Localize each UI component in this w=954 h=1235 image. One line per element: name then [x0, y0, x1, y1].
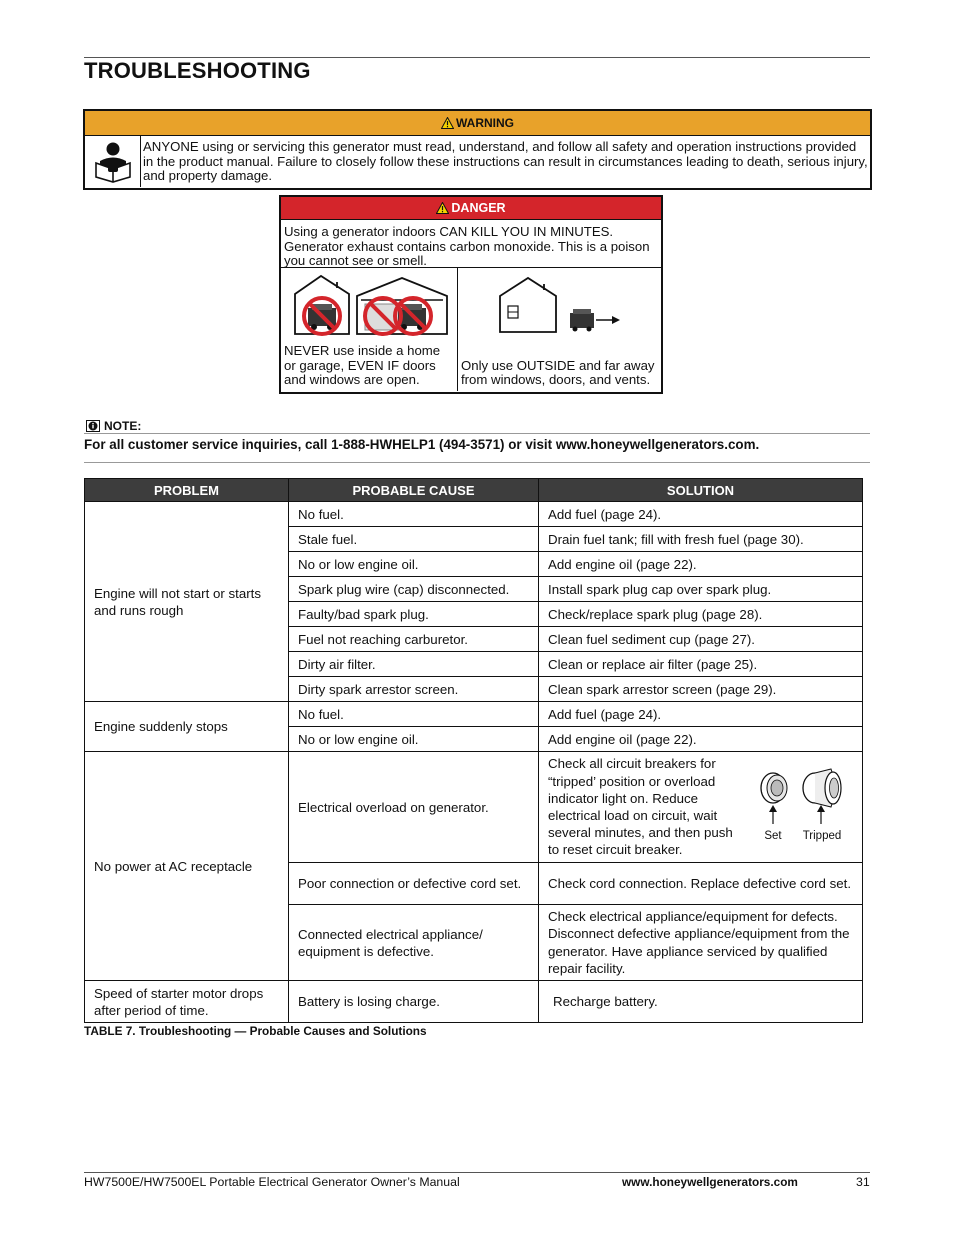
warning-text: ANYONE using or servicing this generator must read, understand, and follow all safety and operation instructions provided in the product manual. Failure to closely follow these instructions can result in circumstances leading to death, serious injury, and property damage.	[143, 139, 868, 183]
breaker-set-label: Set	[764, 829, 782, 842]
solution-cell: Clean fuel sediment cup (page 27).	[539, 627, 863, 652]
footer-website: www.honeywellgenerators.com	[622, 1175, 798, 1189]
outdoor-generator-icon	[458, 270, 658, 342]
solution-cell: Add engine oil (page 22).	[539, 727, 863, 752]
header-problem: PROBLEM	[85, 479, 289, 502]
note-label: NOTE:	[104, 419, 142, 433]
table-header-row	[85, 479, 863, 502]
troubleshooting-table	[84, 478, 863, 1023]
warning-header	[85, 111, 870, 136]
danger-never-cell	[281, 268, 458, 391]
page-title: TROUBLESHOOTING	[84, 58, 311, 83]
table-caption: TABLE 7. Troubleshooting — Probable Causes and Solutions	[84, 1024, 427, 1038]
danger-text: Using a generator indoors CAN KILL YOU IN MINUTES. Generator exhaust contains carbon monoxide. This is a poison you cannot see or smell.	[281, 220, 661, 268]
solution-cell: Check electrical appliance/equipment for defects. Disconnect defective appliance/equipment from the generator. Have appliance serviced by qualified repair facility.	[539, 905, 863, 981]
cause-cell: No or low engine oil.	[289, 727, 539, 752]
breaker-solution-text: Check all circuit breakers for “tripped’ position or overload indicator light on. Reduce electrical load on circuit, wait several minutes, and then push to reset circuit breaker.	[548, 756, 733, 858]
danger-header	[281, 197, 661, 220]
solution-cell: Check/replace spark plug (page 28).	[539, 602, 863, 627]
circuit-breaker-icon	[751, 766, 851, 844]
cause-cell: Fuel not reaching carburetor.	[289, 627, 539, 652]
table-row	[85, 702, 863, 727]
cause-cell: Connected electrical appliance/ equipment is defective.	[289, 905, 539, 981]
danger-outside-caption: Only use OUTSIDE and far away from windows, doors, and vents.	[461, 357, 655, 387]
problem-cell: Engine will not start or starts and runs rough	[85, 502, 289, 702]
footer-page-number: 31	[856, 1175, 870, 1189]
cause-cell: Battery is losing charge.	[289, 981, 539, 1023]
warning-label: WARNING	[456, 116, 514, 130]
cause-cell: Faulty/bad spark plug.	[289, 602, 539, 627]
solution-cell: Add fuel (page 24).	[539, 502, 863, 527]
no-indoor-generator-icon	[281, 270, 457, 342]
cause-cell: Electrical overload on generator.	[289, 752, 539, 863]
solution-cell: Clean or replace air filter (page 25).	[539, 652, 863, 677]
cause-cell: Spark plug wire (cap) disconnected.	[289, 577, 539, 602]
solution-cell: Add engine oil (page 22).	[539, 552, 863, 577]
cause-cell: No fuel.	[289, 502, 539, 527]
note-rule-top	[84, 433, 870, 434]
solution-cell: Install spark plug cap over spark plug.	[539, 577, 863, 602]
solution-cell: Add fuel (page 24).	[539, 702, 863, 727]
cause-cell: No fuel.	[289, 702, 539, 727]
cause-cell: Dirty spark arrestor screen.	[289, 677, 539, 702]
person-reading-manual-icon	[92, 141, 134, 183]
warning-box	[83, 109, 872, 190]
circuit-breaker-figure	[751, 766, 853, 848]
cause-cell: Stale fuel.	[289, 527, 539, 552]
header-probable-cause: PROBABLE CAUSE	[289, 479, 539, 502]
solution-cell: Recharge battery.	[539, 981, 863, 1023]
solution-cell: Drain fuel tank; fill with fresh fuel (page 30).	[539, 527, 863, 552]
solution-cell: Check cord connection. Replace defective cord set.	[539, 863, 863, 905]
header-solution: SOLUTION	[539, 479, 863, 502]
cause-cell: Poor connection or defective cord set.	[289, 863, 539, 905]
breaker-tripped-label: Tripped	[802, 829, 842, 842]
danger-label: DANGER	[451, 201, 506, 215]
note-text: For all customer service inquiries, call 1-888-HWHELP1 (494-3571) or visit www.honeywellgenerators.com.	[84, 437, 760, 452]
danger-never-caption: NEVER use inside a home or garage, EVEN IF doors and windows are open.	[284, 343, 441, 387]
cause-cell: Dirty air filter.	[289, 652, 539, 677]
table-row	[85, 502, 863, 527]
table-row	[85, 752, 863, 863]
problem-cell: No power at AC receptacle	[85, 752, 289, 981]
table-row	[85, 981, 863, 1023]
footer-rule	[84, 1172, 870, 1173]
problem-cell: Speed of starter motor drops after period of time.	[85, 981, 289, 1023]
danger-outside-cell	[458, 268, 661, 391]
warning-icon-cell	[85, 136, 141, 187]
cause-cell: No or low engine oil.	[289, 552, 539, 577]
note-rule-bottom	[84, 462, 870, 463]
solution-cell	[539, 752, 863, 863]
danger-box	[279, 195, 663, 394]
note-header	[86, 419, 141, 433]
note-info-icon	[86, 420, 100, 432]
danger-triangle-icon	[436, 202, 449, 214]
solution-cell: Clean spark arrestor screen (page 29).	[539, 677, 863, 702]
footer-manual-title: HW7500E/HW7500EL Portable Electrical Generator Owner’s Manual	[84, 1175, 460, 1189]
warning-triangle-icon	[441, 117, 454, 129]
problem-cell: Engine suddenly stops	[85, 702, 289, 752]
